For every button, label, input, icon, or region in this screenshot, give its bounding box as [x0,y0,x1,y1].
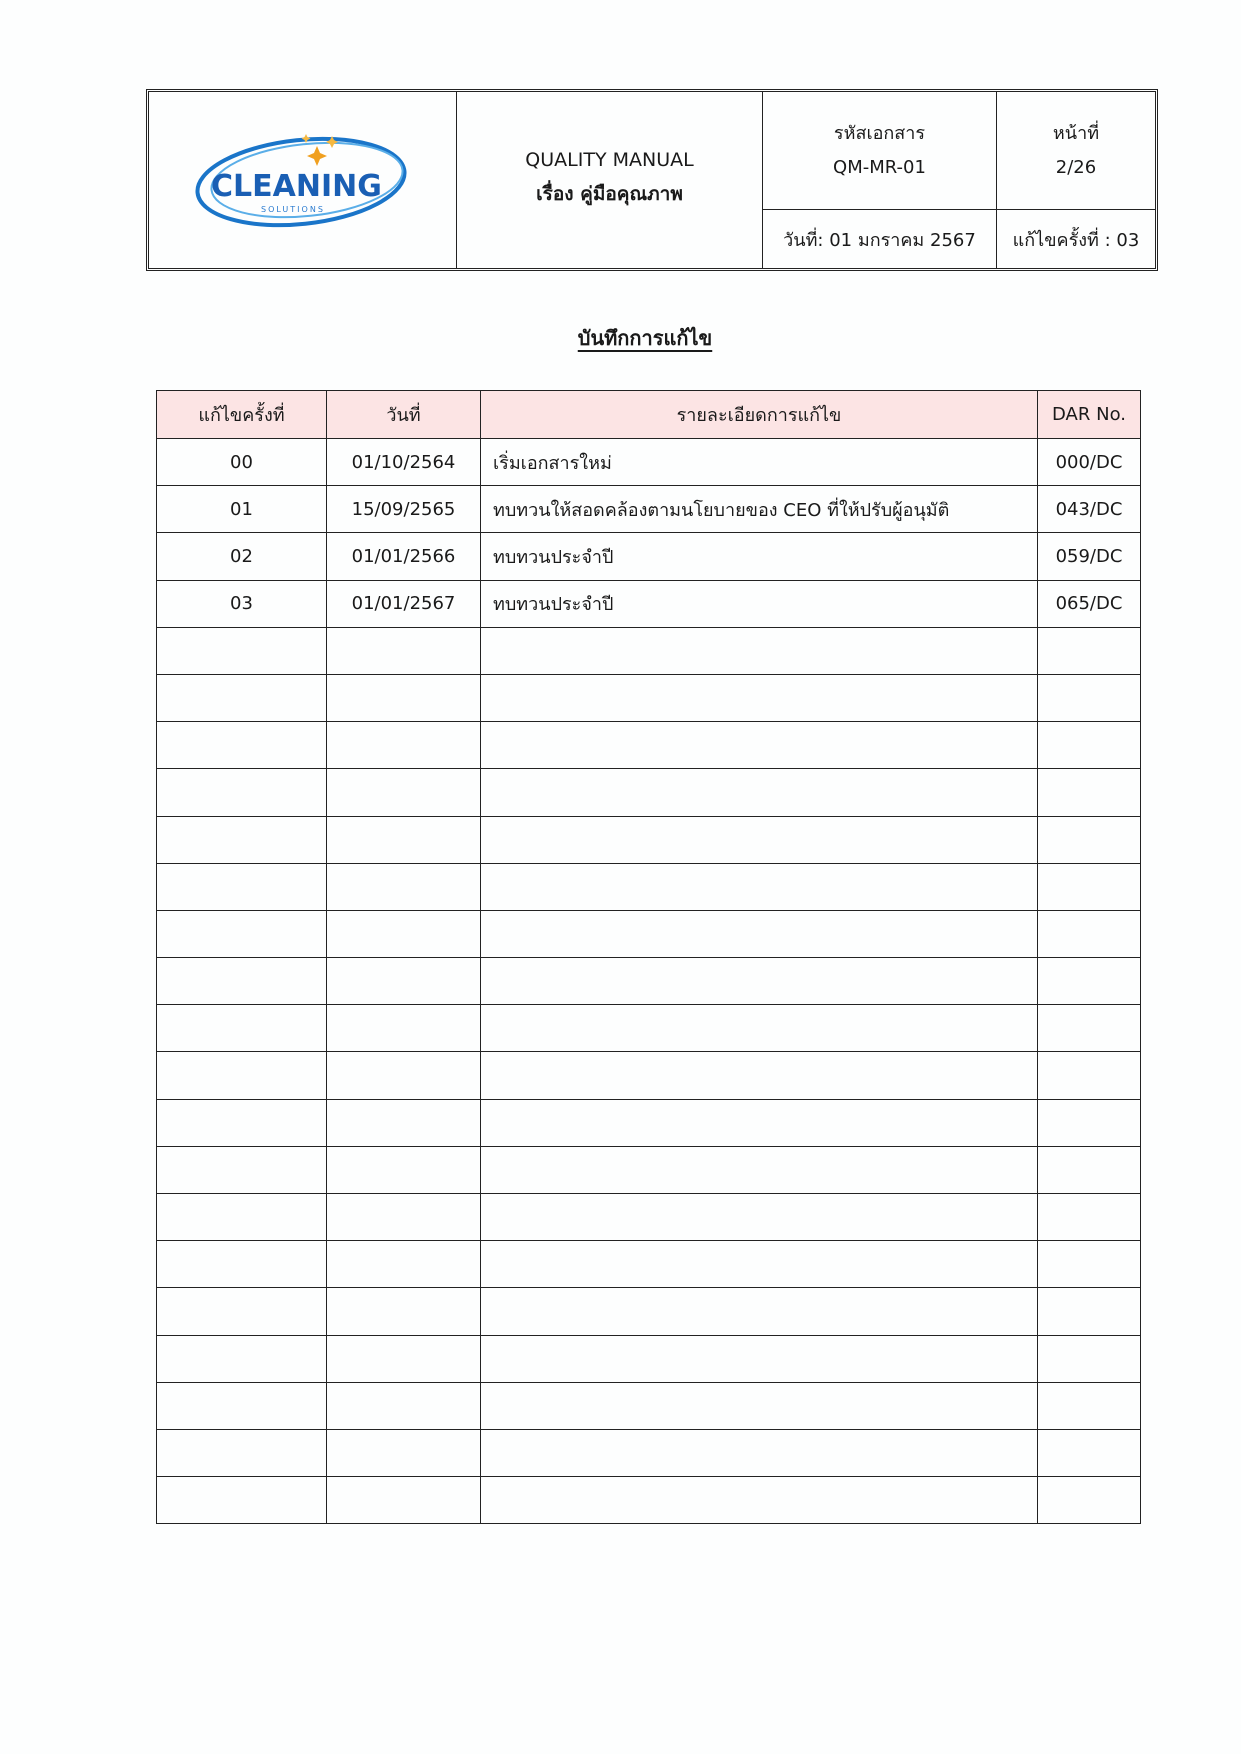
table-row-empty [157,958,1141,1005]
cell-date [327,769,481,816]
cell-revision: 00 [157,439,327,486]
cell-revision [157,1335,327,1382]
cell-date [327,627,481,674]
cell-revision [157,863,327,910]
section-title: บันทึกการแก้ไข [577,326,713,350]
cell-revision [157,1146,327,1193]
cell-revision [157,722,327,769]
cell-detail [481,1382,1038,1429]
cell-revision: 02 [157,533,327,580]
cell-detail [481,1194,1038,1241]
cell-date [327,1477,481,1524]
table-row-empty [157,1382,1141,1429]
cell-revision [157,958,327,1005]
cell-revision: 03 [157,580,327,627]
cell-dar [1038,958,1141,1005]
cell-detail: ทบทวนประจำปี [481,580,1038,627]
cell-detail [481,1099,1038,1146]
cell-revision [157,627,327,674]
cell-detail [481,1005,1038,1052]
cell-dar [1038,769,1141,816]
cell-detail [481,958,1038,1005]
cell-date [327,1241,481,1288]
cell-date [327,1429,481,1476]
table-row-empty [157,1477,1141,1524]
cell-revision: 01 [157,486,327,533]
table-row-empty [157,1099,1141,1146]
cell-dar: 059/DC [1038,533,1141,580]
table-row-empty [157,1194,1141,1241]
company-logo [189,124,419,236]
table-row [157,439,1141,486]
cell-dar [1038,1005,1141,1052]
table-row-empty [157,1288,1141,1335]
table-row [157,580,1141,627]
table-row-empty [157,863,1141,910]
cell-dar [1038,674,1141,721]
logo-subtext: SOLUTIONS [261,205,325,214]
cell-dar [1038,1052,1141,1099]
cell-revision [157,1288,327,1335]
cell-revision [157,1382,327,1429]
cell-date [327,1288,481,1335]
cell-detail [481,722,1038,769]
cell-detail [481,1052,1038,1099]
cell-revision [157,1052,327,1099]
doc-code-value: QM-MR-01 [833,156,926,178]
cell-revision [157,1241,327,1288]
cell-dar [1038,1382,1141,1429]
cell-date: 01/10/2564 [327,439,481,486]
cell-detail [481,1335,1038,1382]
cell-detail [481,769,1038,816]
revision-table [156,390,1141,1524]
cell-revision [157,1429,327,1476]
cell-dar [1038,1146,1141,1193]
cell-revision [157,1005,327,1052]
cell-detail: เริ่มเอกสารใหม่ [481,439,1038,486]
cell-date [327,958,481,1005]
table-row [157,486,1141,533]
cell-dar [1038,1477,1141,1524]
cell-detail [481,627,1038,674]
cell-revision [157,910,327,957]
logo-cell [149,92,457,268]
table-row-empty [157,1005,1141,1052]
cell-dar [1038,910,1141,957]
cell-detail [481,863,1038,910]
page-value: 2/26 [1055,156,1097,178]
cell-dar: 000/DC [1038,439,1141,486]
col-header-detail: รายละเอียดการแก้ไข [481,391,1038,439]
cell-detail [481,674,1038,721]
cell-date [327,1099,481,1146]
document-header [146,89,1158,271]
cell-revision [157,769,327,816]
table-row-empty [157,1146,1141,1193]
cell-date [327,722,481,769]
cell-dar [1038,1335,1141,1382]
revision-number: แก้ไขครั้งที่ : 03 [1012,229,1140,251]
cell-detail [481,1288,1038,1335]
cell-date [327,1335,481,1382]
table-row-empty [157,910,1141,957]
table-row-empty [157,1241,1141,1288]
cell-date [327,1052,481,1099]
cell-dar [1038,722,1141,769]
cell-revision [157,1477,327,1524]
doc-code-label: รหัสเอกสาร [833,122,926,144]
cell-date [327,910,481,957]
manual-title-th: เรื่อง คู่มือคุณภาพ [536,183,683,205]
cell-date [327,863,481,910]
cell-date [327,1146,481,1193]
cell-revision [157,1099,327,1146]
cell-dar [1038,1429,1141,1476]
table-row [157,533,1141,580]
cell-detail: ทบทวนให้สอดคล้องตามนโยบายของ CEO ที่ให้ปรับผู้อนุมัติ [481,486,1038,533]
title-cell [457,92,763,268]
cell-dar [1038,1099,1141,1146]
cell-revision [157,674,327,721]
table-row-empty [157,816,1141,863]
table-row-empty [157,769,1141,816]
col-header-revision: แก้ไขครั้งที่ [157,391,327,439]
doc-code-cell [763,92,997,268]
cell-detail: ทบทวนประจำปี [481,533,1038,580]
cell-detail [481,1429,1038,1476]
cell-dar [1038,1194,1141,1241]
table-header-row [157,391,1141,439]
col-header-dar: DAR No. [1038,391,1141,439]
table-row-empty [157,1335,1141,1382]
cell-dar [1038,863,1141,910]
doc-date: วันที่: 01 มกราคม 2567 [783,229,976,251]
cell-date [327,816,481,863]
cell-dar [1038,816,1141,863]
cell-date [327,674,481,721]
table-row-empty [157,1052,1141,1099]
cell-date [327,1194,481,1241]
table-row-empty [157,1429,1141,1476]
cell-dar: 065/DC [1038,580,1141,627]
cell-dar [1038,627,1141,674]
table-body [157,439,1141,1524]
cell-date: 01/01/2567 [327,580,481,627]
cell-revision [157,816,327,863]
manual-title-en: QUALITY MANUAL [525,149,694,171]
table-row-empty [157,627,1141,674]
cell-date [327,1005,481,1052]
col-header-date: วันที่ [327,391,481,439]
page-label: หน้าที่ [1052,122,1100,144]
cell-dar [1038,1241,1141,1288]
page-number-cell [997,92,1155,268]
table-row-empty [157,722,1141,769]
cell-date: 01/01/2566 [327,533,481,580]
cell-detail [481,1146,1038,1193]
cell-dar [1038,1288,1141,1335]
cell-detail [481,1477,1038,1524]
cell-dar: 043/DC [1038,486,1141,533]
cell-detail [481,1241,1038,1288]
cell-date: 15/09/2565 [327,486,481,533]
cell-detail [481,816,1038,863]
table-row-empty [157,674,1141,721]
cell-detail [481,910,1038,957]
logo-wordmark: CLEANING [211,169,382,204]
cell-revision [157,1194,327,1241]
cell-date [327,1382,481,1429]
